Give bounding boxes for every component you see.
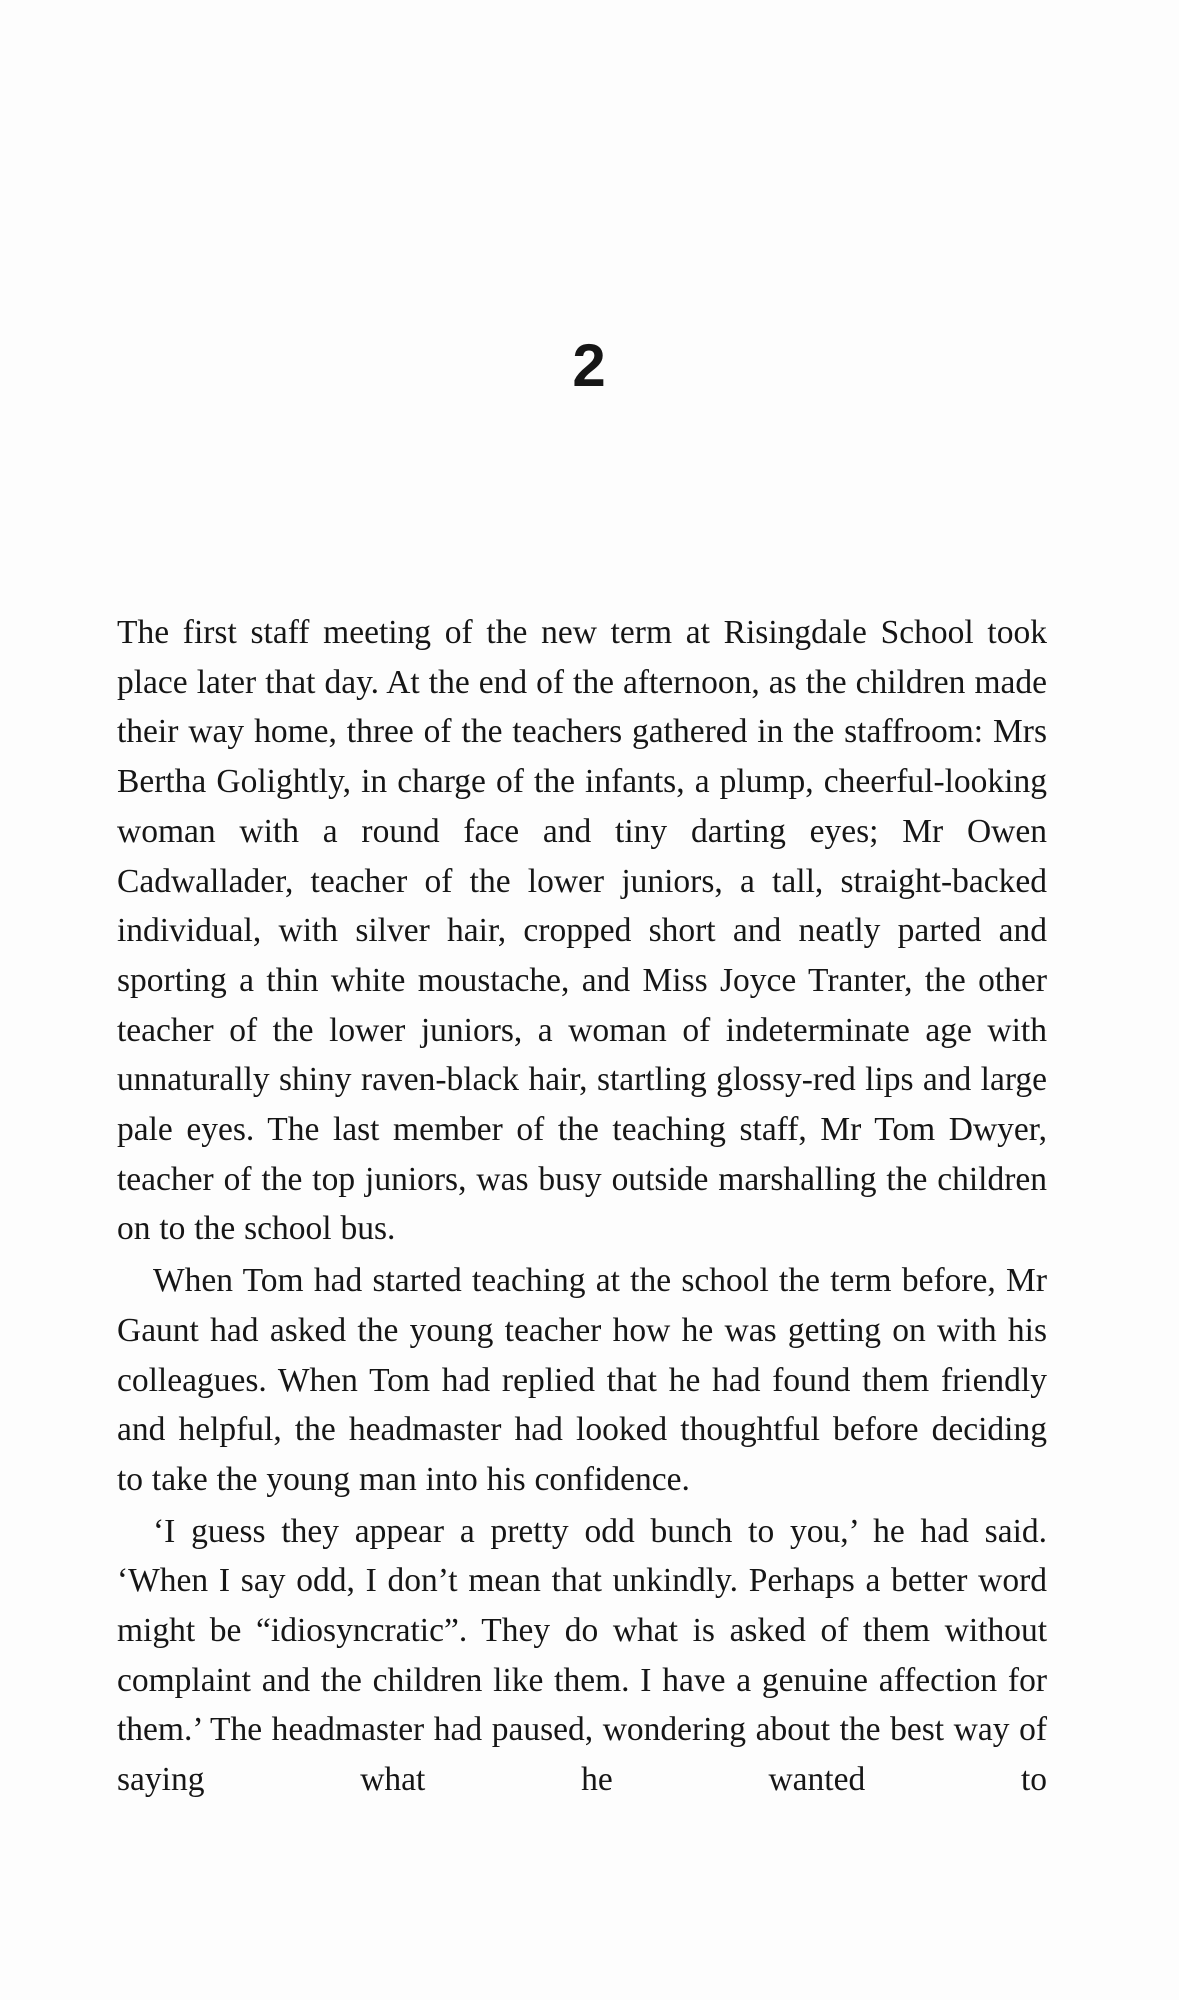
chapter-number: 2 (572, 332, 607, 399)
paragraph-3: ‘I guess they appear a pretty odd bunch to you,’ he had said. ‘When I say odd, I don’t mean that unkindly. Perhaps a better word might be “idiosyncratic”. They do what is asked of them without complaint and the children like them. I have a genuine affection for them.’ The headmaster had paused, wondering about the best way of saying what he wanted to (117, 1512, 1047, 1799)
paragraph-2: When Tom had started teaching at the school the term before, Mr Gaunt had asked the young teacher how he was getting on with his colleagues. When Tom had replied that he had found them friendly and helpful, the headmaster had looked thoughtful before deciding to take the young man into his confidence. (117, 1262, 1047, 1498)
chapter-body (117, 608, 1047, 1805)
paragraph-1: The first staff meeting of the new term at Risingdale School took place later that day. At the end of the afternoon, as the children made their way home, three of the teachers gathered in the staffroom: Mrs Bertha Golightly, in charge of the infants, a plump, cheerful-looking woman with a round face and tiny darting eyes; Mr Owen Cadwallader, teacher of the lower juniors, a tall, straight-backed individual, with silver hair, cropped short and neatly parted and sporting a thin white moustache, and Miss Joyce Tranter, the other teacher of the lower juniors, a woman of indeterminate age with unnaturally shiny raven-black hair, startling glossy-red lips and large pale eyes. The last member of the teaching staff, Mr Tom Dwyer, teacher of the top juniors, was busy outside marshalling the children on to the school bus. (117, 614, 1047, 1248)
